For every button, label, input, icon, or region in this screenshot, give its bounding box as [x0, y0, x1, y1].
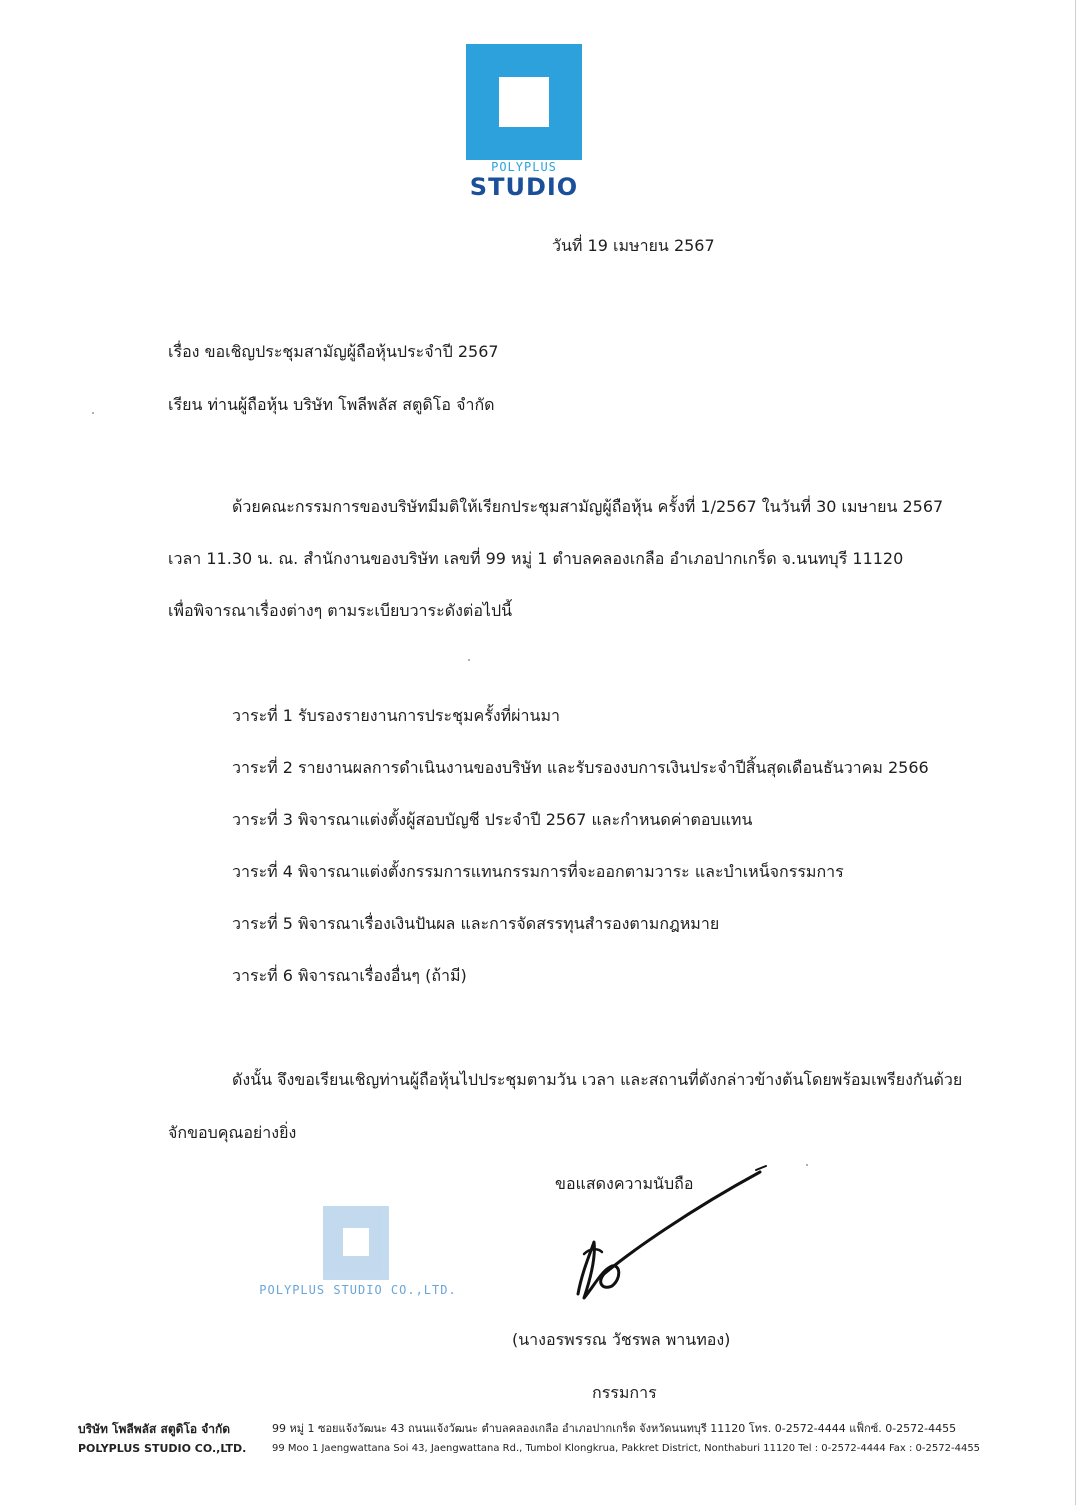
- signature-icon: [560, 1162, 780, 1312]
- letter-subject: เรื่อง ขอเชิญประชุมสามัญผู้ถือหุ้นประจำปี 2567: [168, 342, 499, 361]
- regards-text: ขอแสดงความนับถือ: [555, 1174, 694, 1193]
- footer-company-name-en: POLYPLUS STUDIO CO.,LTD.: [78, 1442, 247, 1455]
- company-stamp: [246, 1206, 470, 1298]
- closing-line-2: จักขอบคุณอย่างยิ่ง: [168, 1123, 297, 1142]
- company-logo: [466, 44, 582, 201]
- body-line-2: เวลา 11.30 น. ณ. สำนักงานของบริษัท เลขที่ 99 หมู่ 1 ตำบลคลองเกลือ อำเภอปากเกร็ด จ.นนทบุรี 11120: [168, 549, 904, 568]
- signer-position: กรรมการ: [592, 1383, 657, 1402]
- signer-name: (นางอรพรรณ วัชรพล พานทอง): [512, 1330, 731, 1349]
- logo-line2: STUDIO: [469, 173, 579, 201]
- stamp-text: POLYPLUS STUDIO CO.,LTD.: [259, 1283, 457, 1297]
- agenda-item-2: วาระที่ 2 รายงานผลการดำเนินงานของบริษัท และรับรองงบการเงินประจำปีสิ้นสุดเดือนธันวาคม 2566: [232, 758, 929, 777]
- letter-recipient: เรียน ท่านผู้ถือหุ้น บริษัท โพลีพลัส สตูดิโอ จำกัด: [168, 395, 495, 414]
- closing-line-1: ดังนั้น จึงขอเรียนเชิญท่านผู้ถือหุ้นไปประชุมตามวัน เวลา และสถานที่ดังกล่าวข้างต้นโดยพร้อมเพรียงกันด้วย: [232, 1070, 963, 1089]
- logo-square-icon: [466, 44, 582, 160]
- footer-address-th: 99 หมู่ 1 ซอยแจ้งวัฒนะ 43 ถนนแจ้งวัฒนะ ตำบลคลองเกลือ อำเภอปากเกร็ด จังหวัดนนทบุรี 11120 โทร. 0-2572-4444 แฟ็กซ์. 0-2572-4455: [272, 1422, 957, 1435]
- scan-speck: [92, 412, 94, 414]
- agenda-item-6: วาระที่ 6 พิจารณาเรื่องอื่นๆ (ถ้ามี): [232, 966, 467, 985]
- stamp-square-icon: [323, 1206, 389, 1280]
- agenda-item-4: วาระที่ 4 พิจารณาแต่งตั้งกรรมการแทนกรรมการที่จะออกตามวาระ และบำเหน็จกรรมการ: [232, 862, 844, 881]
- body-line-1: ด้วยคณะกรรมการของบริษัทมีมติให้เรียกประชุมสามัญผู้ถือหุ้น ครั้งที่ 1/2567 ในวันที่ 30 เมษายน 2567: [232, 497, 944, 516]
- scan-speck: [806, 1164, 808, 1166]
- agenda-item-3: วาระที่ 3 พิจารณาแต่งตั้งผู้สอบบัญชี ประจำปี 2567 และกำหนดค่าตอบแทน: [232, 810, 753, 829]
- footer-address-en: 99 Moo 1 Jaengwattana Soi 43, Jaengwattana Rd., Tumbol Klongkrua, Pakkret District, Nonthaburi 11120 Tel : 0-2572-4444 Fax : 0-2572-4455: [272, 1443, 981, 1454]
- agenda-item-1: วาระที่ 1 รับรองรายงานการประชุมครั้งที่ผ่านมา: [232, 706, 561, 725]
- letter-date: วันที่ 19 เมษายน 2567: [552, 236, 715, 255]
- scan-speck: [468, 659, 470, 661]
- agenda-item-5: วาระที่ 5 พิจารณาเรื่องเงินปันผล และการจัดสรรทุนสำรองตามกฎหมาย: [232, 914, 720, 933]
- footer-company-name-th: บริษัท โพลีพลัส สตูดิโอ จำกัด: [78, 1422, 231, 1436]
- logo-line1: POLYPLUS: [491, 160, 557, 174]
- letter-footer: [78, 1418, 1038, 1464]
- body-line-3: เพื่อพิจารณาเรื่องต่างๆ ตามระเบียบวาระดังต่อไปนี้: [168, 601, 513, 620]
